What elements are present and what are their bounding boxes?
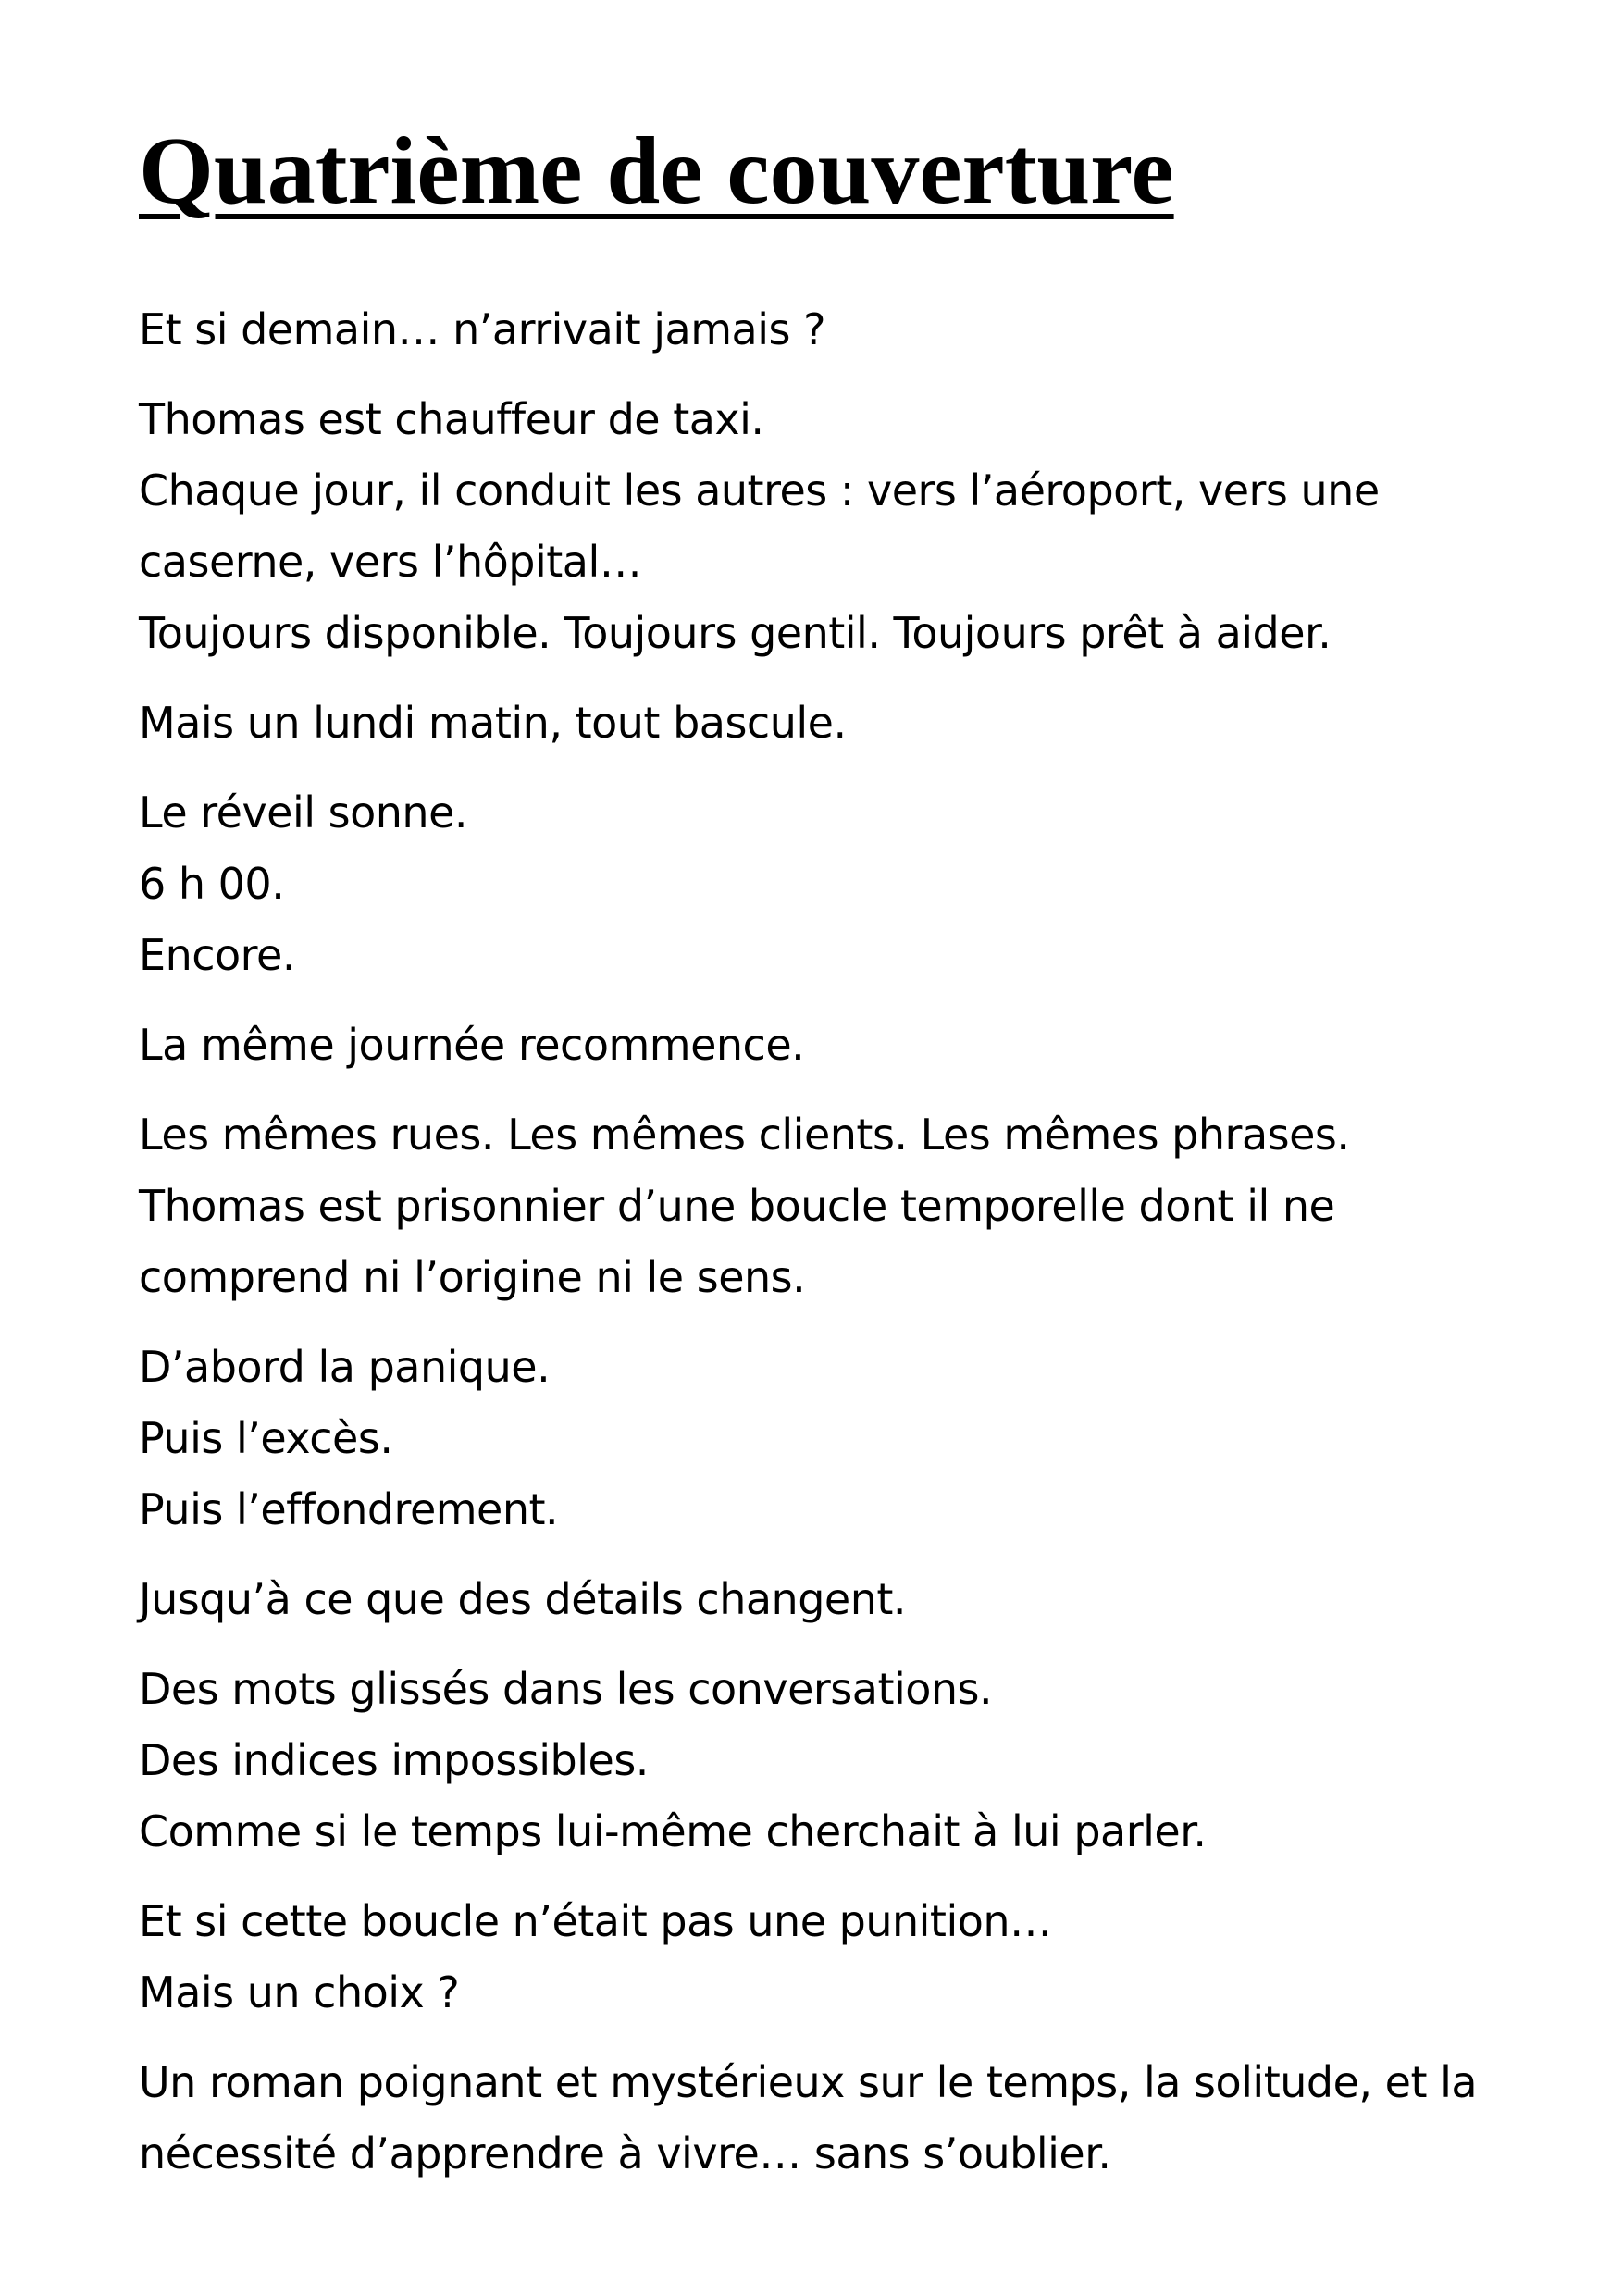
text-line: 6 h 00. [139,859,285,909]
text-line: Puis l’excès. [139,1413,393,1463]
paragraph-intro-question [139,294,1545,366]
text-line: Des mots glissés dans les conversations. [139,1664,993,1714]
paragraph-alarm [139,777,1545,991]
document-body [139,294,1545,2208]
paragraph-time-loop [139,1099,1545,1313]
paragraph-monday [139,688,1545,759]
text-line: Des indices impossibles. [139,1735,649,1785]
text-line: Les mêmes rues. Les mêmes clients. Les mêmes phrases. [139,1110,1350,1160]
text-line: Comme si le temps lui-même cherchait à lui parler. [139,1806,1207,1856]
paragraph-conclusion [139,2047,1545,2190]
paragraph-details-change [139,1564,1545,1635]
text-line: caserne, vers l’hôpital… [139,537,642,587]
page-title: Quatrième de couverture [139,118,1174,224]
text-line: Toujours disponible. Toujours gentil. Toujours prêt à aider. [139,608,1332,658]
text-line: Et si demain… n’arrivait jamais ? [139,304,826,354]
text-line: Le réveil sonne. [139,788,467,838]
text-line: Jusqu’à ce que des détails changent. [139,1574,907,1624]
text-line: Et si cette boucle n’était pas une punition… [139,1896,1052,1946]
text-line: Thomas est chauffeur de taxi. [139,394,764,444]
text-line: La même journée recommence. [139,1020,805,1070]
paragraph-stages [139,1332,1545,1545]
paragraph-choice [139,1886,1545,2029]
text-line: Puis l’effondrement. [139,1484,559,1534]
text-line: Encore. [139,930,295,980]
text-line: nécessité d’apprendre à vivre… sans s’oublier. [139,2128,1111,2178]
text-line: Un roman poignant et mystérieux sur le temps, la solitude, et la [139,2057,1478,2107]
text-line: Chaque jour, il conduit les autres : vers l’aéroport, vers une [139,465,1380,515]
text-line: Thomas est prisonnier d’une boucle temporelle dont il ne [139,1181,1335,1231]
text-line: Mais un lundi matin, tout bascule. [139,698,847,748]
text-line: D’abord la panique. [139,1342,551,1392]
paragraph-clues [139,1654,1545,1868]
text-line: Mais un choix ? [139,1967,460,2017]
paragraph-same-day [139,1010,1545,1081]
text-line: comprend ni l’origine ni le sens. [139,1252,806,1302]
paragraph-thomas-description [139,384,1545,669]
